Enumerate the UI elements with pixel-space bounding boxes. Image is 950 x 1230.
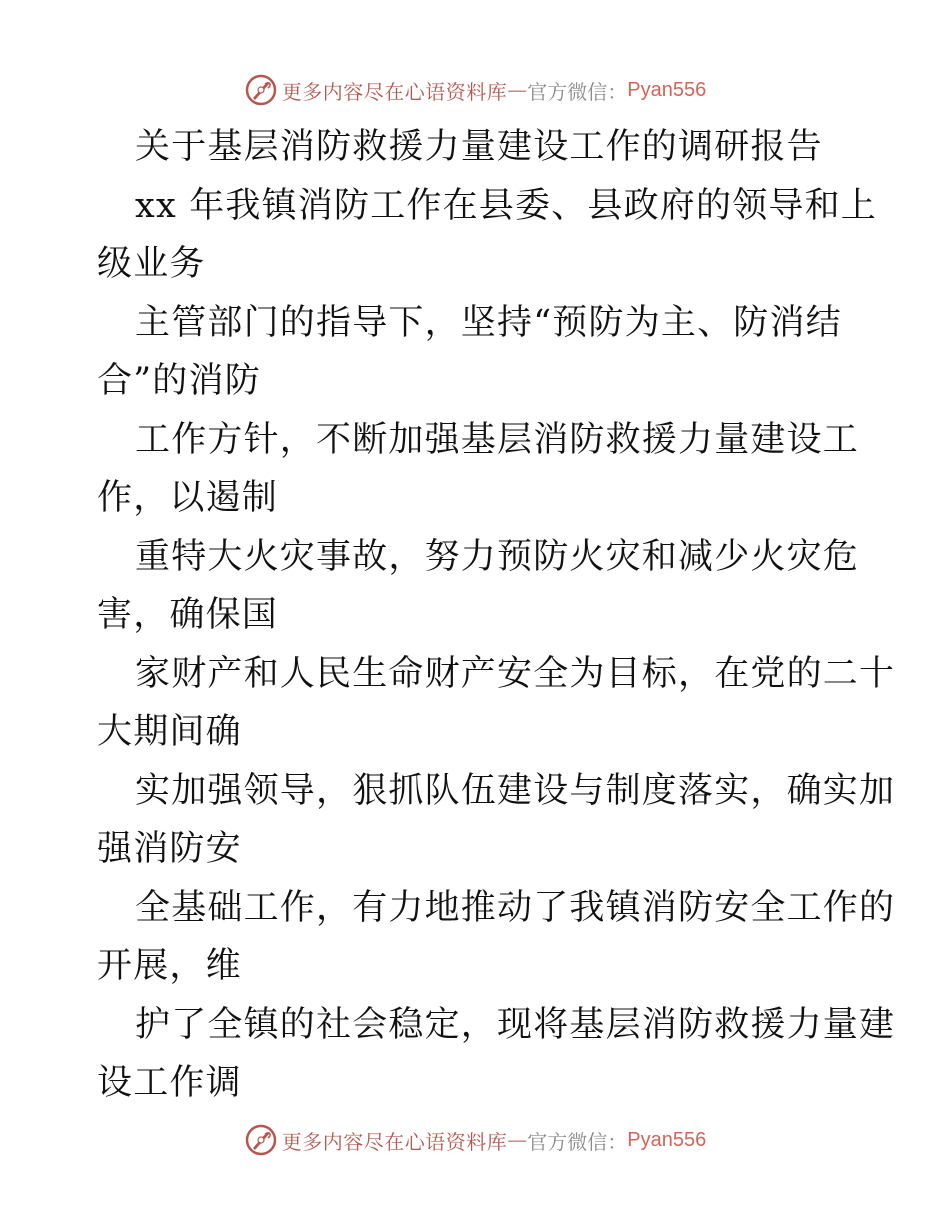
paragraph-line: 作，以遏制	[97, 478, 279, 518]
document-title: 关于基层消防救援力量建设工作的调研报告	[135, 127, 823, 167]
header-banner	[0, 70, 950, 110]
quill-logo-icon	[244, 73, 278, 107]
paragraph-line: 工作方针，不断加强基层消防救援力量建设工	[135, 419, 860, 460]
paragraph-line: 家财产和人民生命财产安全为目标，在党的二十	[135, 653, 896, 694]
paragraph-line: 合”的消防	[97, 361, 261, 401]
paragraph-line: 开展，维	[97, 946, 242, 986]
banner-dash: —	[507, 1128, 528, 1152]
banner-wechat-id: Pyan556	[627, 78, 707, 101]
document-body	[97, 118, 896, 1113]
paragraph-line: 大期间确	[97, 712, 242, 752]
banner-wechat-label: 官方微信：	[527, 1129, 628, 1154]
quill-logo-icon	[244, 1123, 278, 1157]
banner-wechat-id: Pyan556	[627, 1128, 707, 1151]
paragraph-line: 级业务	[97, 244, 206, 284]
paragraph-line: 全基础工作，有力地推动了我镇消防安全工作的	[135, 887, 896, 928]
banner-dash: —	[507, 78, 528, 102]
paragraph-line: 主管部门的指导下，坚持“预防为主、防消结	[135, 302, 842, 343]
paragraph-line: 害，确保国	[97, 595, 279, 635]
paragraph-line: xx 年我镇消防工作在县委、县政府的领导和上	[135, 185, 878, 226]
paragraph-line: 护了全镇的社会稳定，现将基层消防救援力量建	[135, 1004, 896, 1045]
paragraph-line: 重特大火灾事故，努力预防火灾和减少火灾危	[135, 536, 860, 577]
footer-banner	[0, 1120, 950, 1160]
banner-main-text: 更多内容尽在心语资料库	[281, 79, 508, 104]
paragraph-line: 强消防安	[97, 829, 242, 869]
paragraph-line: 设工作调	[97, 1063, 242, 1103]
banner-main-text: 更多内容尽在心语资料库	[281, 1129, 508, 1154]
banner-wechat-label: 官方微信：	[527, 79, 628, 104]
paragraph-line: 实加强领导，狠抓队伍建设与制度落实，确实加	[135, 770, 896, 811]
